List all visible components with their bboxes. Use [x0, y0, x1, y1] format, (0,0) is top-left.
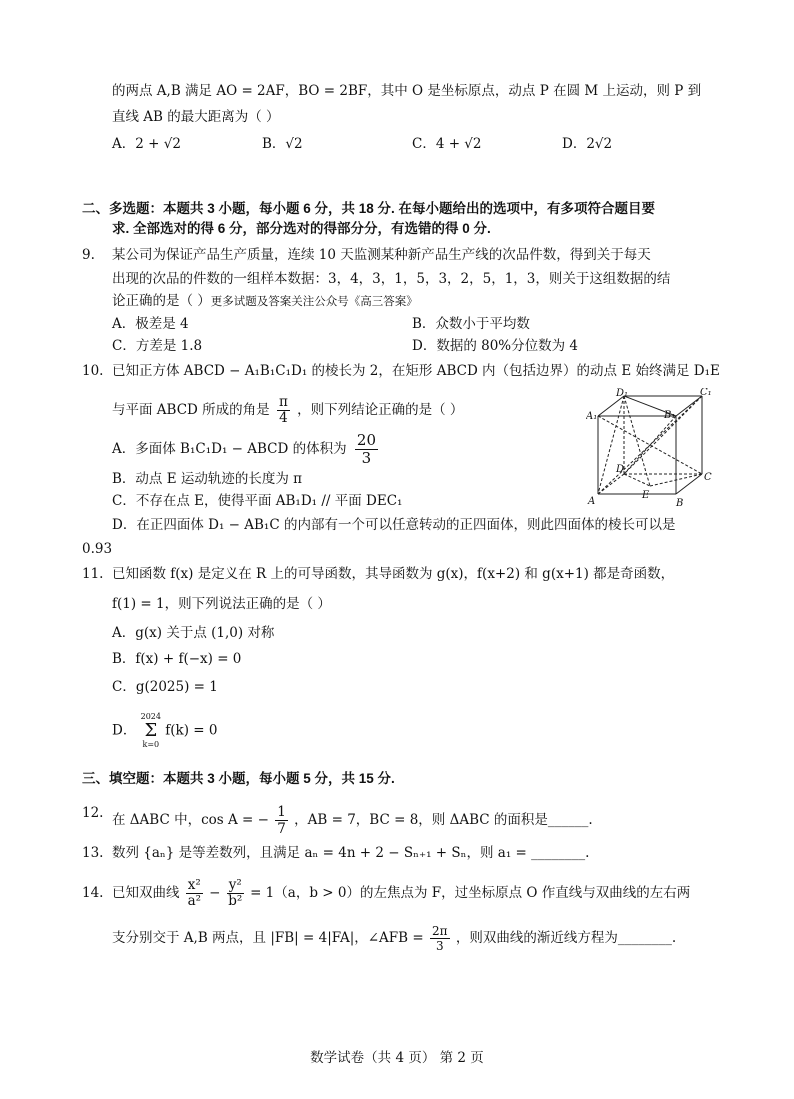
q14-frac2-num: y² — [228, 877, 242, 893]
page-footer: 数学试卷（共 4 页） 第 2 页 — [310, 1050, 484, 1066]
q14-line2-post: ，则双曲线的渐近线方程为________. — [455, 930, 677, 946]
q13-line: 数列 {aₙ} 是等差数列，且满足 aₙ = 4n + 2 − Sₙ₊₁ + Sₙ，则 a₁ = ________. — [112, 845, 590, 861]
q12-fraction — [275, 804, 288, 837]
q11-option-b: B．f(x) + f(−x) = 0 — [112, 651, 242, 667]
q9-line1: 某公司为保证产品生产质量，连续 10 天监测某种新产品生产线的次品件数，得到关于每天 — [112, 247, 651, 263]
q8-continued-line2: 直线 AB 的最大距离为（ ） — [112, 109, 280, 125]
label-b1: B₁ — [664, 410, 676, 421]
q8-option-b: B．√2 — [262, 136, 303, 152]
q10-option-d-line1: D．在正四面体 D₁ − AB₁C 的内部有一个可以任意转动的正四面体，则此四面体的棱长可以是 — [112, 517, 676, 533]
label-b: B — [676, 498, 684, 509]
q10-line2-post: ，则下列结论正确的是（ ） — [297, 402, 464, 418]
q14-line1 — [112, 878, 690, 909]
q10-option-a — [112, 432, 378, 467]
section-2-heading-line1: 二、多选题：本题共 3 小题，每小题 6 分，共 18 分. 在每小题给出的选项中，有多项符合题目要 — [82, 201, 656, 216]
q10-volume-fraction — [355, 432, 378, 467]
q9-number: 9. — [82, 247, 95, 263]
q12-post: ，AB = 7，BC = 8，则 ΔABC 的面积是______. — [294, 812, 593, 828]
q12-line — [112, 804, 593, 837]
q14-line2-pre: 支分别交于 A,B 两点，且 |FB| = 4|FA|，∠AFB = — [112, 930, 424, 946]
q11-sum-lower: k=0 — [142, 740, 160, 749]
q8-option-c: C．4 + √2 — [412, 136, 482, 152]
q14-angle-den: 3 — [435, 939, 444, 953]
cube-figure — [586, 388, 716, 510]
q11-number: 11. — [82, 566, 104, 582]
q10-line2 — [112, 395, 463, 426]
q9-note: 更多试题及答案关注公众号《高三答案》 — [210, 294, 418, 308]
q12-number: 12. — [82, 805, 104, 821]
section-3-heading: 三、填空题：本题共 3 小题，每小题 5 分，共 15 分. — [82, 771, 395, 786]
q14-angle-fraction — [430, 924, 450, 953]
label-a1: A₁ — [586, 411, 598, 422]
q11-summation — [141, 712, 161, 750]
q10-option-c: C．不存在点 E，使得平面 AB₁D₁ // 平面 DEC₁ — [112, 493, 403, 509]
q14-frac1-den: a² — [187, 893, 202, 909]
q13-number: 13. — [82, 845, 104, 861]
q10-option-a-text: A．多面体 B₁C₁D₁ − ABCD 的体积为 — [112, 441, 347, 457]
q10-angle-numerator: π — [278, 394, 288, 410]
q9-line3 — [112, 292, 418, 310]
label-d: D — [616, 464, 625, 475]
q9-option-b: B．众数小于平均数 — [412, 316, 530, 332]
q10-volume-numerator: 20 — [356, 431, 376, 449]
q9-option-a: A．极差是 4 — [112, 316, 189, 332]
q14-minus: − — [209, 885, 221, 901]
q8-option-a: A．2 + √2 — [112, 136, 181, 152]
q14-frac1-num: x² — [187, 877, 201, 893]
q11-option-d-expr: f(k) = 0 — [165, 722, 218, 739]
label-c1: C₁ — [700, 388, 712, 398]
q9-option-c: C．方差是 1.8 — [112, 338, 203, 354]
q14-pre: 已知双曲线 — [112, 885, 180, 901]
q9-option-d: D．数据的 80%分位数为 4 — [412, 338, 579, 354]
label-c: C — [704, 472, 712, 483]
q14-number: 14. — [82, 885, 104, 901]
q10-volume-denominator: 3 — [361, 449, 372, 467]
q14-angle-num: 2π — [432, 924, 448, 938]
q10-option-b: B．动点 E 运动轨迹的长度为 π — [112, 471, 303, 487]
q11-option-d-label: D． — [112, 722, 137, 739]
q11-line2: f(1) = 1，则下列说法正确的是（ ） — [112, 596, 331, 612]
q11-option-c: C．g(2025) = 1 — [112, 679, 218, 695]
q9-line3-text: 论正确的是（ ） — [112, 293, 211, 309]
q12-pre: 在 ΔABC 中，cos A = − — [112, 812, 269, 828]
q11-option-d — [112, 712, 217, 750]
q10-line1: 已知正方体 ABCD − A₁B₁C₁D₁ 的棱长为 2，在矩形 ABCD 内（包括边界）的动点 E 始终满足 D₁E — [112, 363, 720, 379]
q8-continued-line1: 的两点 A,B 满足 AO = 2AF，BO = 2BF，其中 O 是坐标原点，动点 P 在圆 M 上运动，则 P 到 — [112, 83, 702, 99]
label-a: A — [588, 496, 596, 507]
q10-option-d-line2: 0.93 — [82, 541, 113, 557]
q14-mid: = 1（a，b > 0）的左焦点为 F，过坐标原点 O 作直线与双曲线的左右两 — [250, 885, 691, 901]
q10-angle-fraction — [277, 395, 290, 426]
section-2-heading-line2: 求. 全部选对的得 6 分，部分选对的得部分分，有选错的得 0 分. — [112, 221, 491, 236]
q12-denominator: 7 — [277, 821, 286, 837]
label-d1: D₁ — [616, 388, 629, 399]
label-e: E — [642, 490, 650, 501]
q10-number: 10. — [82, 363, 104, 379]
q9-line2: 出现的次品的件数的一组样本数据：3，4，3，1，5，3，2，5，1，3，则关于这组数据的结 — [112, 271, 671, 287]
q8-option-d: D．2√2 — [562, 136, 613, 152]
q11-sum-upper: 2024 — [140, 712, 161, 721]
q12-numerator: 1 — [277, 804, 286, 820]
q14-fraction-y — [227, 878, 244, 909]
q14-line2 — [112, 924, 676, 953]
q14-fraction-x — [186, 878, 203, 909]
q11-option-a: A．g(x) 关于点 (1,0) 对称 — [112, 625, 275, 641]
q11-sum-symbol: Σ — [144, 720, 158, 741]
q10-line2-pre: 与平面 ABCD 所成的角是 — [112, 402, 270, 418]
q11-line1: 已知函数 f(x) 是定义在 R 上的可导函数，其导函数为 g(x)，f(x+2) 和 g(x+1) 都是奇函数， — [112, 566, 675, 582]
q14-frac2-den: b² — [228, 893, 243, 909]
q10-angle-denominator: 4 — [279, 410, 288, 426]
